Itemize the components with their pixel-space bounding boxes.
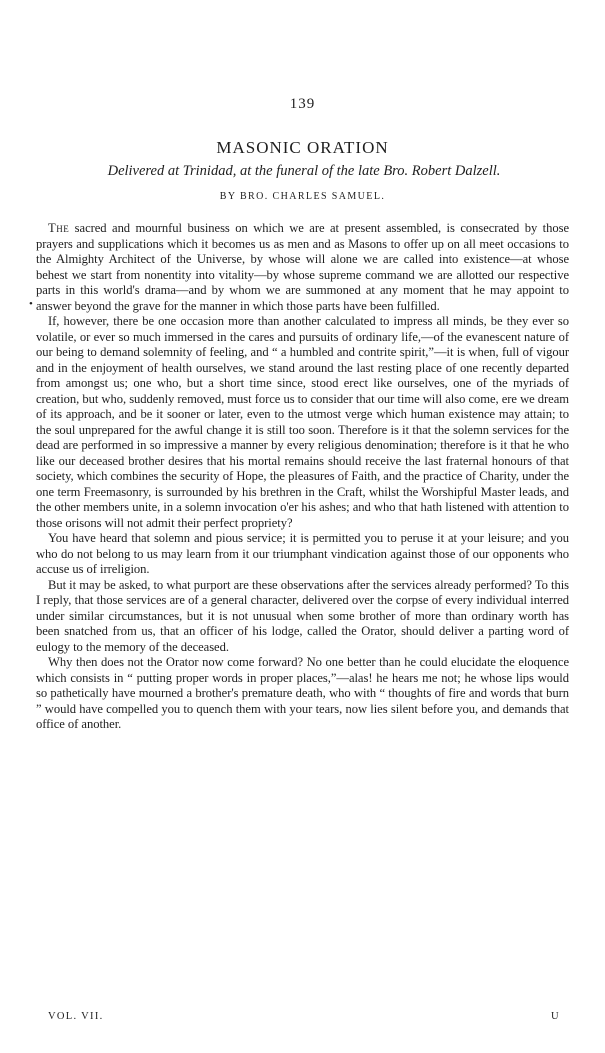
paragraph-lead: The: [48, 221, 70, 235]
margin-mark: •: [29, 298, 33, 310]
paragraph-text: Why then does not the Orator now come forward? No one better than he could elucidate the eloquence which consists in “ putting proper words in proper places,”—alas! he hears me not; he whose lips would so pathetically have mourned a brother's premature death, who with “ thoughts of fire and words that burn ” would have compelled you to quench them with your tears, now lies silent before you, and demands that office of another.: [36, 655, 569, 731]
paragraph: [36, 531, 569, 578]
paragraph: [36, 221, 569, 314]
author-byline: BY BRO. CHARLES SAMUEL.: [219, 191, 386, 202]
page-title: MASONIC ORATION: [216, 138, 389, 157]
paragraph: [36, 314, 569, 531]
paragraph: [36, 655, 569, 733]
dedication-line: Delivered at Trinidad, at the funeral of the late Bro. Robert Dalzell.: [107, 163, 501, 179]
signature-mark: U: [551, 1011, 559, 1022]
paragraph: [36, 578, 569, 656]
paragraph-text: sacred and mournful business on which we are at present assembled, is consecrated by those prayers and supplications which it becomes us as men and as Masons to offer up on all meet occasions to the Almighty Architect of the Universe, by whose will alone we are called into existence—at whose behest we start from nonentity into vitality—by whose supreme command we are allotted our respective parts in this world's drama—and by whom we are summoned at any moment that he may appoint to answer beyond the grave for the manner in which those parts have been fulfilled.: [36, 221, 569, 313]
paragraph-text: You have heard that solemn and pious service; it is permitted you to peruse it at your leisure; and you who do not belong to us may learn from it our triumphant vindication against those of our opponents who accuse us of irreligion.: [36, 531, 569, 576]
paragraph-text: If, however, there be one occasion more than another calculated to impress all minds, be they ever so volatile, or ever so much immersed in the cares and pursuits of ordinary life,—of the evanescent nature of our being to demand solemnity of feeling, and “ a humbled and contrite spirit,”—it is when, full of vigour and in the enjoyment of health ourselves, we stand around the last resting place of one recently departed from amongst us; one who, but a short time since, stood erect like ourselves, one of the myriads of creation, but who, suddenly removed, must force us to consider that our time will also come, ere we dream of its approach, and be it sooner or later, even to the utmost verge which human existence may attain; to the soul unprepared for the awful change it is still too soon. Therefore is it that the solemn services for the dead are performed in so impressive a manner by every religious denomination; therefore is it that he who like our deceased brother desires that his mortal remains should receive the last fraternal honours of that society, which combines the security of Hope, the pleasures of Faith, and the practice of Charity, under the one term Freemasonry, is surrounded by his brethren in the Craft, whilst the Worshipful Master leads, and the other members unite, in a solemn invocation o'er his ashes; and who that hath listened with attention to those orisons will not admit their perfect propriety?: [36, 314, 569, 530]
paragraph-text: But it may be asked, to what purport are these observations after the services already performed? To this I reply, that those services are of a general character, delivered over the corpse of every individual interred under similar circumstances, but it is not unusual when some brother of more than ordinary worth has been snatched from us, that an officer of his lodge, called the Orator, should deliver a parting word of eulogy to the memory of the deceased.: [36, 577, 569, 654]
page-number: 139: [289, 96, 316, 112]
volume-footer: VOL. VII.: [48, 1011, 104, 1022]
oration-body: [36, 221, 569, 733]
